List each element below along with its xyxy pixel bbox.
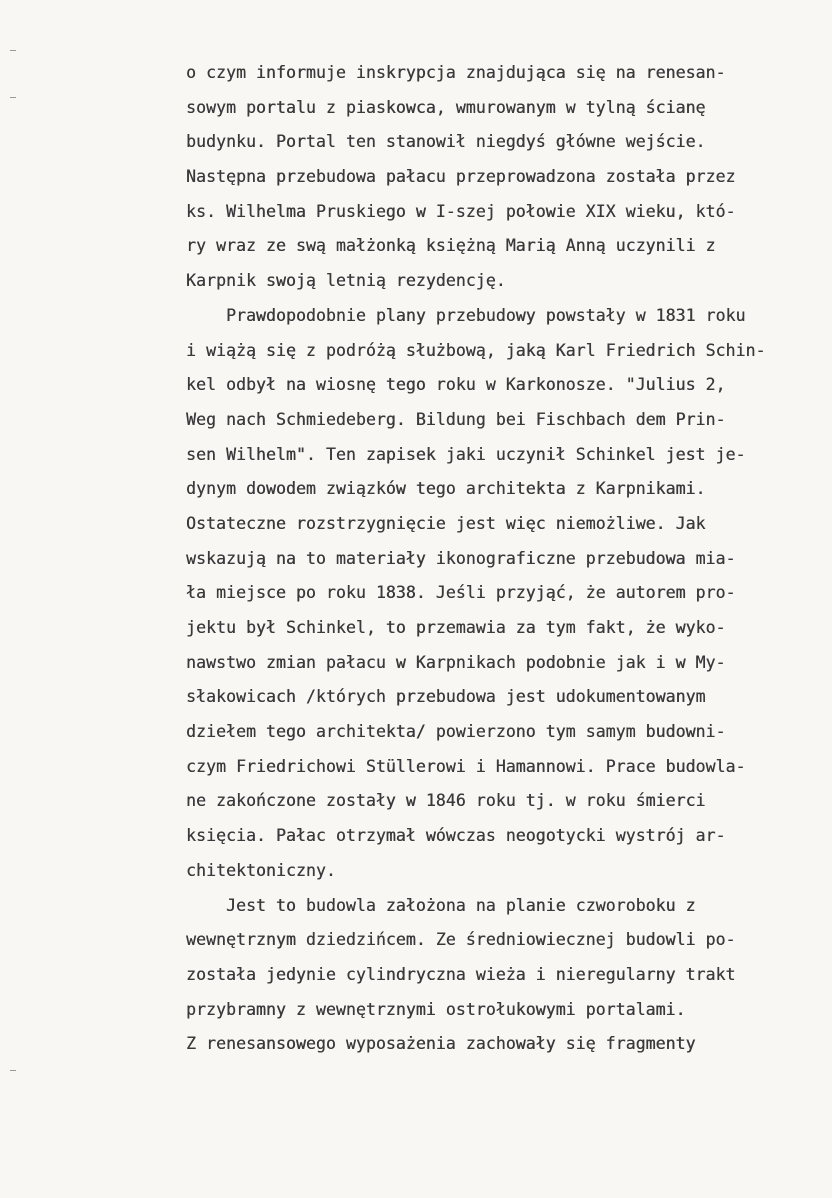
text-line: Ostateczne rozstrzygnięcie jest więc niemożliwe. Jak xyxy=(186,513,706,533)
text-line: Następna przebudowa pałacu przeprowadzona została przez xyxy=(186,167,736,187)
text-line: jektu był Schinkel, to przemawia za tym fakt, że wyko- xyxy=(186,618,726,637)
text-line: sen Wilhelm". Ten zapisek jaki uczynił Schinkel jest je- xyxy=(186,444,746,464)
text-line: została jedynie cylindryczna wieża i nieregularny trakt xyxy=(186,964,736,984)
text-line: chitektoniczny. xyxy=(186,860,336,880)
text-line: Karpnik swoją letnią rezydencję. xyxy=(186,271,506,291)
text-line: dynym dowodem związków tego architekta z Karpnikami. xyxy=(186,479,706,499)
margin-tick xyxy=(10,1070,16,1071)
text-line: słakowicach /których przebudowa jest udokumentowanym xyxy=(186,687,706,707)
text-line: o czym informuje inskrypcja znajdująca się na renesan- xyxy=(186,63,726,82)
text-line: ne zakończone zostały w 1846 roku tj. w roku śmierci xyxy=(186,791,706,811)
text-line: Jest to budowla założona na planie czworoboku z xyxy=(186,895,696,915)
text-line: ks. Wilhelma Pruskiego w I-szej połowie XIX wieku, któ- xyxy=(186,201,736,221)
text-line: nawstwo zmian pałacu w Karpnikach podobnie jak i w My- xyxy=(186,652,726,672)
text-line: Weg nach Schmiedeberg. Bildung bei Fischbach dem Prin- xyxy=(186,409,726,429)
text-line: ry wraz ze swą małżonką księżną Marią Anną uczynili z xyxy=(186,236,716,256)
margin-tick xyxy=(10,97,16,98)
text-line: budynku. Portal ten stanowił niegdyś główne wejście. xyxy=(186,132,706,152)
text-line: Prawdopodobnie plany przebudowy powstały w 1831 roku xyxy=(186,305,746,325)
text-line: sowym portalu z piaskowca, wmurowanym w tylną ścianę xyxy=(186,97,706,117)
text-line: kel odbył na wiosnę tego roku w Karkonosze. "Julius 2, xyxy=(186,375,726,395)
text-line: przybramny z wewnętrznymi ostrołukowymi portalami. xyxy=(186,999,686,1019)
text-line: wskazują na to materiały ikonograficzne przebudowa mia- xyxy=(186,548,736,568)
typewritten-text xyxy=(186,56,826,1062)
text-line: księcia. Pałac otrzymał wówczas neogotycki wystrój ar- xyxy=(186,826,726,846)
text-line: i wiążą się z podróżą służbową, jaką Karl Friedrich Schin- xyxy=(186,340,766,360)
text-line: Z renesansowego wyposażenia zachowały się fragmenty xyxy=(186,1034,696,1054)
text-line: czym Friedrichowi Stüllerowi i Hamannowi. Prace budowla- xyxy=(186,756,746,776)
text-line: dziełem tego architekta/ powierzono tym samym budowni- xyxy=(186,722,726,742)
text-line: wewnętrznym dziedzińcem. Ze średniowiecznej budowli po- xyxy=(186,930,736,950)
text-line: ła miejsce po roku 1838. Jeśli przyjąć, że autorem pro- xyxy=(186,583,736,603)
margin-tick xyxy=(10,50,16,51)
